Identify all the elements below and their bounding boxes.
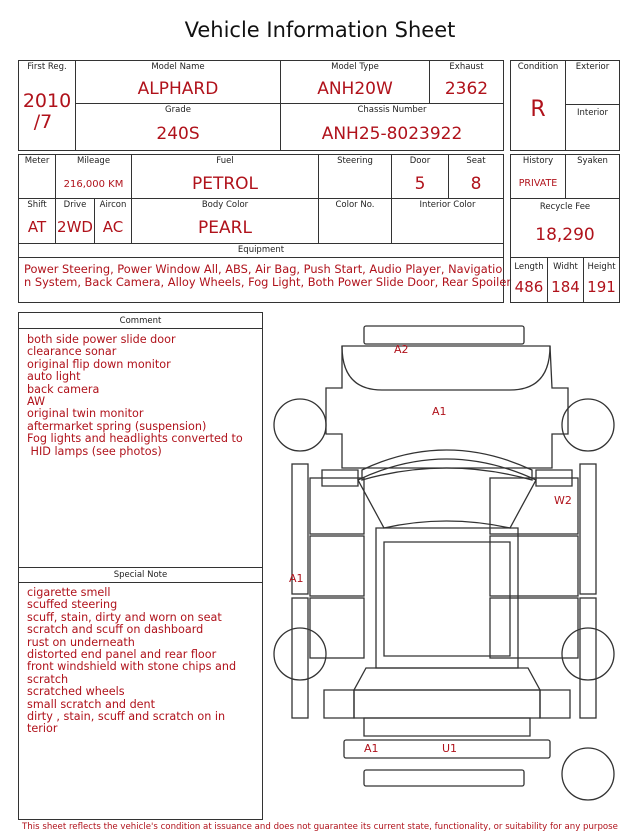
fuel-value: PETROL bbox=[191, 174, 259, 194]
comment-line: AW bbox=[27, 395, 46, 409]
grade-label: Grade bbox=[165, 105, 191, 115]
comment-line: aftermarket spring (suspension) bbox=[27, 419, 207, 433]
exhaust-label: Exhaust bbox=[449, 62, 484, 72]
sheet-title: Vehicle Information Sheet bbox=[184, 18, 456, 42]
shift-cell bbox=[18, 198, 56, 244]
height-cell bbox=[583, 257, 620, 303]
first-reg-year: 2010 bbox=[22, 90, 72, 112]
width-label: Widht bbox=[553, 262, 578, 272]
comment-line: original flip down monitor bbox=[27, 357, 171, 371]
grade-cell bbox=[75, 103, 281, 151]
special-note-line: scratched wheels bbox=[27, 685, 125, 699]
first-reg-month: /7 bbox=[33, 111, 53, 133]
grade-value: 240S bbox=[156, 124, 200, 144]
drive-cell bbox=[55, 198, 95, 244]
condition-cell bbox=[510, 60, 566, 151]
comment-line: original twin monitor bbox=[27, 407, 144, 421]
steering-cell bbox=[318, 154, 392, 199]
first-reg-cell bbox=[18, 60, 76, 151]
interior-cell bbox=[565, 104, 620, 151]
history-cell bbox=[510, 154, 566, 199]
comment-line: Fog lights and headlights converted to bbox=[27, 432, 243, 446]
seat-label: Seat bbox=[466, 156, 486, 166]
comment-label: Comment bbox=[119, 316, 162, 326]
meter-cell bbox=[18, 154, 56, 199]
aircon-value: AC bbox=[102, 218, 124, 236]
damage-mark-a1-side: A1 bbox=[289, 572, 304, 585]
color-no-label: Color No. bbox=[335, 200, 375, 210]
special-note-line: dirty , stain, scuff and scratch on in bbox=[27, 710, 226, 724]
door-value: 5 bbox=[414, 174, 426, 194]
exhaust-value: 2362 bbox=[444, 79, 489, 99]
aircon-label: Aircon bbox=[99, 200, 127, 210]
seat-value: 8 bbox=[470, 174, 482, 194]
special-note-line: front windshield with stone chips and bbox=[27, 660, 237, 674]
model-type-value: ANH20W bbox=[317, 79, 393, 99]
recycle-fee-cell bbox=[510, 198, 620, 258]
steering-label: Steering bbox=[337, 156, 373, 166]
interior-color-label: Interior Color bbox=[419, 200, 476, 210]
recycle-fee-value: 18,290 bbox=[535, 225, 595, 245]
notes-panel bbox=[18, 312, 263, 820]
mileage-label: Mileage bbox=[76, 156, 111, 166]
exhaust-cell bbox=[429, 60, 504, 104]
equipment-line-1: Power Steering, Power Window All, ABS, Air Bag, Push Start, Audio Player, Navigatio bbox=[24, 262, 503, 276]
condition-label: Condition bbox=[517, 62, 559, 72]
comment-line: back camera bbox=[27, 382, 100, 396]
mileage-value: 216,000 KM bbox=[63, 179, 124, 190]
chassis-label: Chassis Number bbox=[357, 105, 427, 115]
comment-line: clearance sonar bbox=[27, 345, 117, 359]
height-value: 191 bbox=[587, 278, 616, 296]
body-color-cell bbox=[131, 198, 319, 244]
drive-label: Drive bbox=[63, 200, 87, 210]
special-note-line: distorted end panel and rear floor bbox=[27, 648, 217, 662]
width-cell bbox=[547, 257, 584, 303]
condition-value: R bbox=[530, 97, 546, 122]
exterior-label: Exterior bbox=[575, 62, 610, 72]
width-value: 184 bbox=[551, 278, 580, 296]
model-type-label: Model Type bbox=[331, 62, 379, 72]
damage-mark-u1: U1 bbox=[442, 742, 458, 755]
mileage-cell bbox=[55, 154, 132, 199]
recycle-fee-label: Recycle Fee bbox=[539, 202, 591, 212]
equipment-line-2: n System, Back Camera, Alloy Wheels, Fog Light, Both Power Slide Door, Rear Spoiler bbox=[24, 275, 512, 289]
seat-cell bbox=[448, 154, 504, 199]
body-color-label: Body Color bbox=[201, 200, 249, 210]
special-note-line: scuffed steering bbox=[27, 598, 118, 612]
special-note-line: scratch and scuff on dashboard bbox=[27, 623, 204, 637]
fuel-label: Fuel bbox=[216, 156, 234, 166]
damage-mark-a1-rear: A1 bbox=[364, 742, 379, 755]
length-label: Length bbox=[514, 262, 544, 272]
height-label: Height bbox=[587, 262, 616, 272]
comment-line: both side power slide door bbox=[27, 333, 176, 346]
first-reg-label: First Reg. bbox=[27, 62, 67, 72]
interior-color-cell bbox=[391, 198, 504, 244]
comment-line: HID lamps (see photos) bbox=[27, 444, 162, 458]
special-note-line: scratch bbox=[27, 672, 69, 686]
history-label: History bbox=[522, 156, 554, 166]
equipment-cell bbox=[18, 243, 512, 303]
history-value: PRIVATE bbox=[518, 178, 558, 189]
special-note-label: Special Note bbox=[113, 570, 168, 580]
model-name-label: Model Name bbox=[151, 62, 205, 72]
body-color-value: PEARL bbox=[198, 218, 252, 238]
damage-mark-w2: W2 bbox=[554, 494, 572, 507]
model-type-cell bbox=[280, 60, 430, 104]
chassis-value: ANH25-8023922 bbox=[321, 124, 463, 144]
special-note-line: small scratch and dent bbox=[27, 697, 156, 711]
chassis-cell bbox=[280, 103, 504, 151]
syaken-cell bbox=[565, 154, 620, 199]
fuel-cell bbox=[131, 154, 319, 199]
aircon-cell bbox=[94, 198, 132, 244]
special-note-line: terior bbox=[27, 722, 58, 736]
disclaimer-footer: This sheet reflects the vehicle's condition at issuance and does not guarantee its current state, functionality, or suitability for any purpose bbox=[22, 822, 618, 832]
interior-label: Interior bbox=[576, 108, 608, 118]
meter-label: Meter bbox=[24, 156, 50, 166]
model-name-value: ALPHARD bbox=[137, 79, 219, 99]
model-name-cell bbox=[75, 60, 281, 104]
color-no-cell bbox=[318, 198, 392, 244]
equipment-label: Equipment bbox=[237, 245, 285, 255]
shift-label: Shift bbox=[27, 200, 47, 210]
comment-list bbox=[27, 334, 258, 458]
syaken-label: Syaken bbox=[577, 156, 608, 166]
comment-line: auto light bbox=[27, 370, 81, 384]
length-value: 486 bbox=[514, 278, 544, 296]
shift-value: AT bbox=[27, 218, 47, 236]
special-note-line: scuff, stain, dirty and worn on seat bbox=[27, 610, 222, 624]
special-note-list bbox=[27, 587, 258, 736]
exterior-cell bbox=[565, 60, 620, 105]
damage-mark-a1-hood: A1 bbox=[432, 405, 447, 418]
drive-value: 2WD bbox=[57, 218, 93, 236]
door-cell bbox=[391, 154, 449, 199]
damage-mark-a2: A2 bbox=[394, 343, 409, 356]
length-cell bbox=[510, 257, 548, 303]
door-label: Door bbox=[409, 156, 431, 166]
special-note-line: cigarette smell bbox=[27, 586, 111, 599]
special-note-line: rust on underneath bbox=[27, 635, 135, 649]
